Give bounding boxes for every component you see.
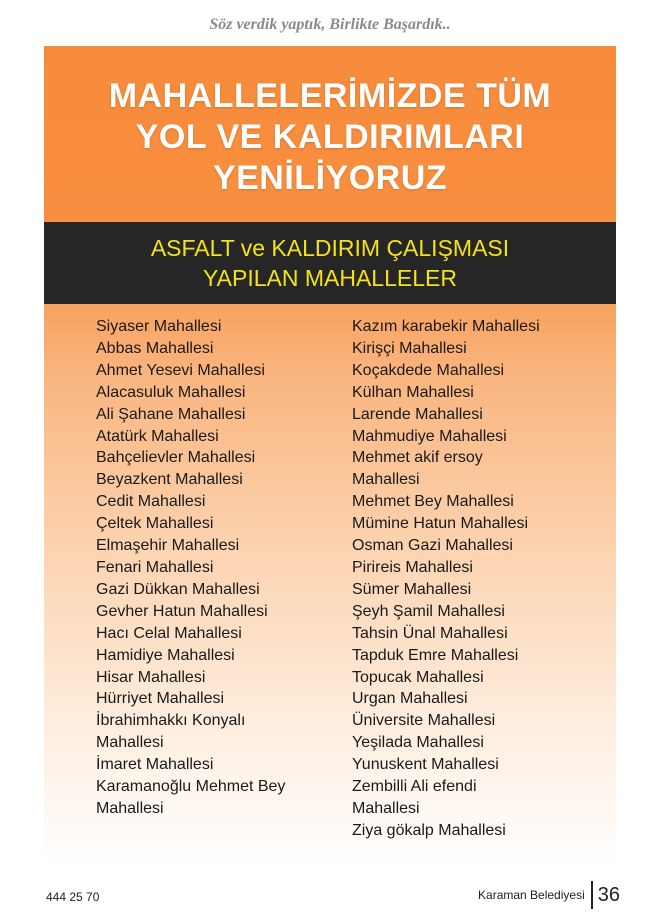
neighborhood-item: Mümine Hatun Mahallesi xyxy=(352,515,529,533)
neighborhood-list-left xyxy=(96,316,346,820)
slogan: Söz verdik yaptık, Birlikte Başardık.. xyxy=(209,16,451,33)
footer-organization: Karaman Belediyesi xyxy=(478,888,585,902)
neighborhood-item: Üniversite Mahallesi xyxy=(352,712,496,730)
neighborhood-item: Elmaşehir Mahallesi xyxy=(96,537,240,555)
neighborhood-item: Mahallesi xyxy=(352,471,420,489)
neighborhood-item: Topucak Mahallesi xyxy=(352,668,484,686)
neighborhood-item: Çeltek Mahallesi xyxy=(96,515,214,533)
neighborhood-item: Şeyh Şamil Mahallesi xyxy=(352,602,505,620)
neighborhood-item: Ziya gökalp Mahallesi xyxy=(352,821,506,839)
neighborhood-item: Siyaser Mahallesi xyxy=(96,318,222,335)
subhead: ASFALT ve KALDIRIM ÇALIŞMASI YAPILAN MAHALLELER xyxy=(150,235,510,291)
neighborhood-item: Hürriyet Mahallesi xyxy=(96,690,225,708)
neighborhood-item: Kirişçi Mahallesi xyxy=(352,339,467,357)
neighborhood-item: Mahallesi xyxy=(96,734,164,752)
neighborhood-item: Beyazkent Mahallesi xyxy=(96,471,243,489)
neighborhood-item: Ali Şahane Mahallesi xyxy=(96,405,246,423)
neighborhood-item: Mahallesi xyxy=(96,799,164,817)
announcement-panel xyxy=(44,46,616,870)
footer-divider xyxy=(591,881,593,909)
neighborhood-item: Sümer Mahallesi xyxy=(352,580,472,598)
neighborhood-item: Bahçelievler Mahallesi xyxy=(96,449,256,467)
footer-right xyxy=(478,880,620,910)
neighborhood-item: Fenari Mahallesi xyxy=(96,558,214,576)
neighborhood-item: Urgan Mahallesi xyxy=(352,690,468,708)
neighborhood-item: Mahallesi xyxy=(352,799,420,817)
neighborhood-item: Zembilli Ali efendi xyxy=(352,778,477,796)
page-number: 36 xyxy=(597,883,620,906)
neighborhood-item: Osman Gazi Mahallesi xyxy=(352,537,513,555)
neighborhood-item: Gevher Hatun Mahallesi xyxy=(96,602,268,620)
neighborhood-item: Yeşilada Mahallesi xyxy=(352,734,484,752)
neighborhood-item: Abbas Mahallesi xyxy=(96,339,214,357)
neighborhood-item: Cedit Mahallesi xyxy=(96,493,206,511)
neighborhood-item: Atatürk Mahallesi xyxy=(96,427,219,445)
neighborhood-item: Külhan Mahallesi xyxy=(352,383,474,401)
neighborhood-item: Hacı Celal Mahallesi xyxy=(96,624,242,642)
neighborhood-item: Tahsin Ünal Mahallesi xyxy=(352,624,508,642)
neighborhood-item: Ahmet Yesevi Mahallesi xyxy=(96,361,265,379)
neighborhood-item: Yunuskent Mahallesi xyxy=(352,756,499,774)
neighborhood-item: İmaret Mahallesi xyxy=(96,756,214,774)
neighborhood-item: Hamidiye Mahallesi xyxy=(96,646,235,664)
neighborhood-item: Pirireis Mahallesi xyxy=(352,558,473,576)
neighborhood-item: Mehmet akif ersoy xyxy=(352,449,483,467)
neighborhood-item: Larende Mahallesi xyxy=(352,405,483,423)
neighborhood-item: Kazım karabekir Mahallesi xyxy=(352,318,540,335)
headline: MAHALLELERİMİZDE TÜM YOL VE KALDIRIMLARI YENİLİYORUZ xyxy=(108,77,552,197)
subhead-band xyxy=(44,222,616,304)
neighborhood-item: Hisar Mahallesi xyxy=(96,668,206,686)
neighborhood-item: Tapduk Emre Mahallesi xyxy=(352,646,519,664)
neighborhood-item: Mahmudiye Mahallesi xyxy=(352,427,507,445)
neighborhood-list-right xyxy=(352,316,612,842)
neighborhood-item: İbrahimhakkı Konyalı xyxy=(96,712,246,730)
neighborhood-item: Alacasuluk Mahallesi xyxy=(96,383,246,401)
footer-phone: 444 25 70 xyxy=(46,890,100,904)
neighborhood-item: Mehmet Bey Mahallesi xyxy=(352,493,514,511)
neighborhood-item: Karamanoğlu Mehmet Bey xyxy=(96,778,286,796)
neighborhood-item: Koçakdede Mahallesi xyxy=(352,361,505,379)
neighborhood-item: Gazi Dükkan Mahallesi xyxy=(96,580,260,598)
